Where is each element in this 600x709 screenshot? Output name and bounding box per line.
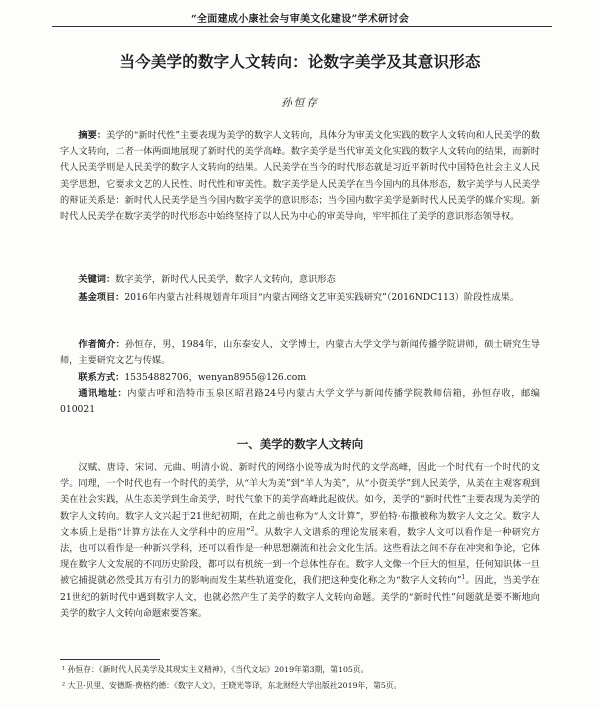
paper-title: 当今美学的数字人文转向：论数字美学及其意识形态 bbox=[119, 52, 481, 71]
author-info bbox=[60, 337, 540, 369]
mailing-address bbox=[60, 386, 540, 418]
fund-text: 2016年内蒙古社科规划青年项目“内蒙古网络文艺审美实践研究”（2016NDC113）阶段性成果。 bbox=[124, 292, 520, 303]
author-info-label: 作者简介： bbox=[78, 339, 126, 350]
address-text: 内蒙古呼和浩特市玉泉区昭君路24号内蒙古大学文学与新闻传播学院教师信箱，孙恒存收，邮编010021 bbox=[60, 388, 540, 416]
body-text-2: 。从数字人文谱系的理论发展来看，数字人文可以看作是一种研究方法，也可以看作是一种新兴学科，还可以看作是一种思想潮流和社会文化生活。这些看法之间不存在冲突和争论，它体现在数字人文发展的不同历史阶段，都可以有机统一到一个总体性存在。数字人文像一个巨大的恒星，任何知识体一旦被它捕捉就必然受其万有引力的影响而发生某些轨道变化，我们把这种变化称之为“数字人文转向” bbox=[60, 526, 540, 587]
author-info-text: 孙恒存，男，1984年，山东泰安人，文学博士，内蒙古大学文学与新闻传播学院讲师，硕士研究生导师，主要研究文艺与传媒。 bbox=[60, 339, 540, 367]
body-text-1: 汉赋、唐诗、宋词、元曲、明清小说、新时代的网络小说等成为时代的文学高峰，因此一个时代有一个时代的文学。同理，一个时代也有一个时代的美学，从“羊大为美”到“羊人为美”，从“小资美学”到人民美学，从美在主观客观到美在社会实践，从生态美学到生命美学，时代气象下的美学高峰此起彼伏。如今，美学的“新时代性”主要表现为美学的数字人文转向。数字人文兴起于21世纪初期，在此之前也称为“人文计算”，罗伯特·布撒被称为数字人文之父。数字人文本质上是指“计算方法在人文学科中的应用” bbox=[60, 462, 540, 538]
running-head: “全面建成小康社会与审美文化建设”学术研讨会 bbox=[190, 14, 410, 25]
footnote-ref-2: 2 bbox=[250, 525, 255, 533]
fund-info bbox=[60, 290, 540, 306]
fund-label: 基金项目： bbox=[78, 292, 125, 303]
keywords bbox=[60, 272, 540, 288]
footnote-ref-1: 1 bbox=[461, 574, 466, 582]
header-rule bbox=[52, 26, 552, 27]
body-text-3: 。因此，当美学在21世纪的新时代中遇到数字人文，也就必然产生了美学的数字人文转向命题。美学的“新时代性”问题就是要不断地向美学的数字人文转向命题索要答案。 bbox=[60, 575, 540, 619]
abstract-text: 美学的“新时代性”主要表现为美学的数字人文转向，具体分为审美文化实践的数字人文转向和人民美学的数字人文转向，二者一体两面地展现了新时代的美学高峰。数字美学是当代审美文化实践的数字人文转向的结果，而新时代人民美学则是人民美学的数字人文转向的结果。人民美学在当今的时代形态就是习近平新时代中国特色社会主义人民美学思想，它要求文艺的人民性、时代性和审美性。数字美学是人民美学在当今国内的具体形态，数字美学与人民美学的辩证关系是：新时代人民美学是当今国内数字美学的意识形态；当今国内数字美学是新时代人民美学的媒介实现。新时代人民美学在数字美学的时代形态中始终坚持了以人民为中心的审美导向，牢牢抓住了美学的意识形态领导权。 bbox=[60, 130, 540, 223]
abstract-label: 摘要： bbox=[78, 130, 107, 141]
body-paragraph bbox=[60, 460, 540, 622]
keywords-text: 数字美学，新时代人民美学，数字人文转向，意识形态 bbox=[115, 274, 336, 285]
author-name: 孙恒存 bbox=[281, 97, 319, 109]
footnote-1: ¹ 孙恒存：《新时代人民美学及其现实主义精神》，《当代文坛》2019年第3期，第105页。 bbox=[62, 665, 369, 674]
address-label: 通讯地址： bbox=[78, 388, 128, 399]
contact-info bbox=[60, 370, 540, 386]
keywords-label: 关键词： bbox=[78, 274, 116, 285]
footnote-rule bbox=[60, 659, 160, 660]
abstract bbox=[60, 128, 540, 225]
contact-text: 15354882706，wenyan8955@126.com bbox=[124, 372, 307, 383]
footnote-2: ² 大卫·贝里、安德斯·费格约德：《数字人文》，王晓光等译，东北财经大学出版社2019年，第5页。 bbox=[62, 681, 402, 690]
section-heading: 一、美学的数字人文转向 bbox=[236, 437, 364, 451]
contact-label: 联系方式： bbox=[78, 372, 125, 383]
